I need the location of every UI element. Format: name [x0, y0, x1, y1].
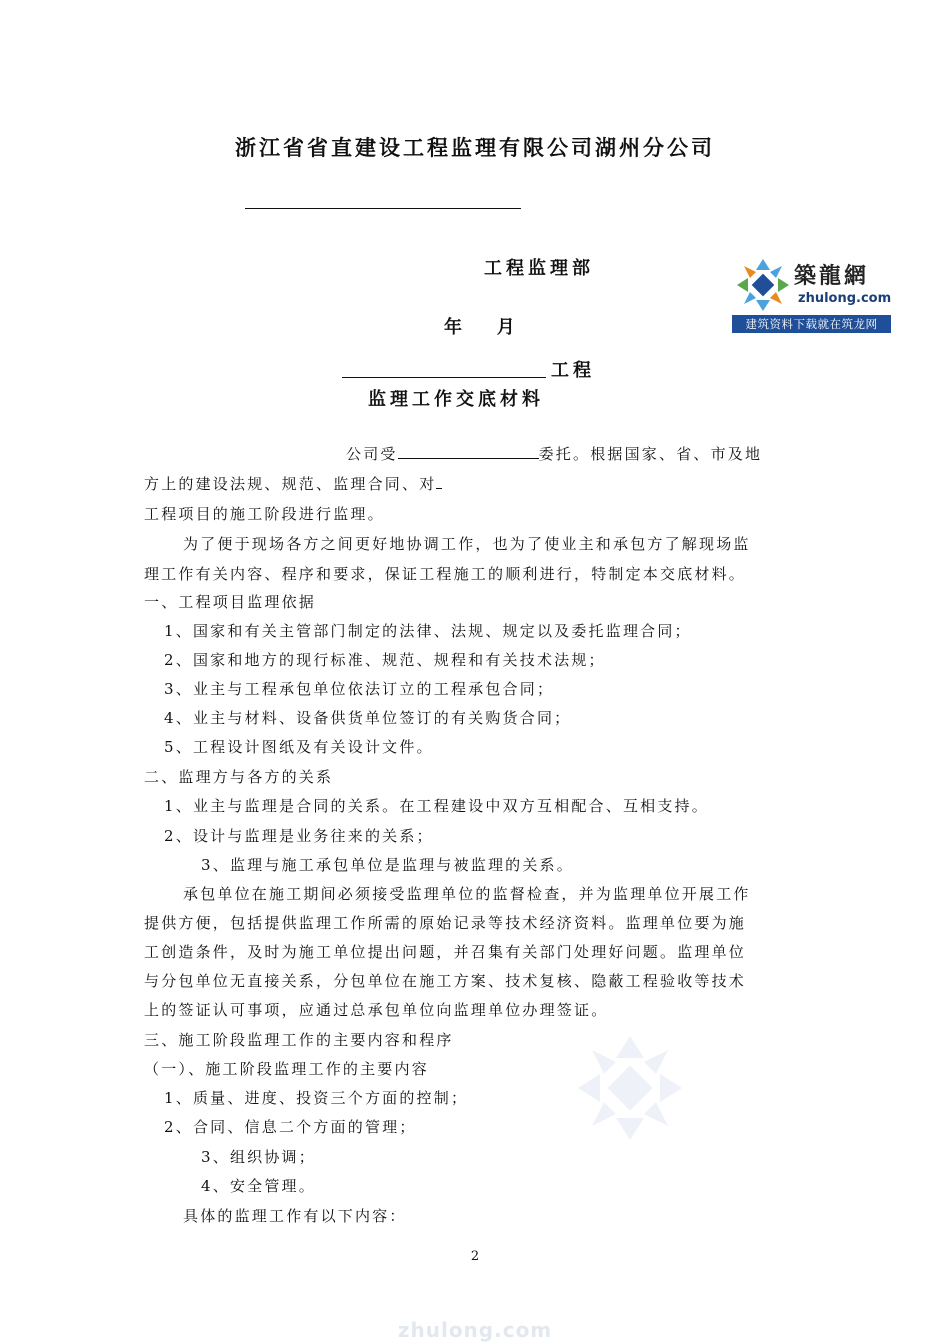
zhulong-logo	[732, 255, 891, 335]
section-3-sub: （一）、施工阶段监理工作的主要内容	[144, 1060, 429, 1078]
blank-line-project-name	[342, 377, 546, 378]
section-2-heading: 二、监理方与各方的关系	[144, 768, 334, 786]
list-item: 1、国家和有关主管部门制定的法律、法规、规定以及委托监理合同；	[164, 622, 692, 640]
intro-text-2: 方上的建设法规、规范、监理合同、对	[144, 475, 437, 493]
section-3-heading: 三、施工阶段监理工作的主要内容和程序	[144, 1031, 454, 1049]
logo-emblem-icon	[734, 256, 792, 314]
dept-title: 工程监理部	[484, 258, 594, 279]
company-title: 浙江省省直建设工程监理有限公司湖州分公司	[235, 136, 715, 160]
list-item: 1、业主与监理是合同的关系。在工程建设中双方互相配合、互相支持。	[164, 797, 709, 815]
section-1-heading: 一、工程项目监理依据	[144, 593, 317, 611]
list-item: 2、国家和地方的现行标准、规范、规程和有关技术法规；	[164, 651, 606, 669]
doc-title: 监理工作交底材料	[368, 389, 544, 410]
date-line: 年 月	[444, 317, 519, 338]
intro-line-1	[346, 443, 762, 464]
blank-line-project	[245, 208, 521, 209]
logo-panel	[732, 255, 891, 315]
list-item: 3、组织协调；	[201, 1148, 316, 1166]
logo-slogan: 建筑资料下载就在筑龙网	[732, 315, 891, 333]
list-item: 4、安全管理。	[201, 1177, 316, 1195]
list-item: 1、质量、进度、投资三个方面的控制；	[164, 1089, 469, 1107]
relation-para-line: 承包单位在施工期间必须接受监理单位的监督检查，并为监理单位开展工作	[183, 885, 751, 903]
purpose-line-1: 为了便于现场各方之间更好地协调工作，也为了使业主和承包方了解现场监	[183, 535, 751, 553]
intro-line-2	[144, 473, 442, 494]
intro-line-3: 工程项目的施工阶段进行监理。	[144, 505, 385, 523]
relation-para-line: 上的签证认可事项，应通过总承包单位向监理单位办理签证。	[144, 1001, 609, 1019]
purpose-line-2: 理工作有关内容、程序和要求，保证工程施工的顺利进行，特制定本交底材料。	[144, 565, 747, 583]
relation-para-line: 工创造条件，及时为施工单位提出问题，并召集有关部门处理好问题。监理单位	[144, 943, 747, 961]
list-item: 3、业主与工程承包单位依法订立的工程承包合同；	[164, 680, 555, 698]
list-item: 4、业主与材料、设备供货单位签订的有关购货合同；	[164, 709, 572, 727]
relation-para-line: 与分包单位无直接关系，分包单位在施工方案、技术复核、隐蔽工程验收等技术	[144, 972, 747, 990]
intro-pre: 公司受	[346, 445, 398, 463]
list-item: 5、工程设计图纸及有关设计文件。	[164, 738, 434, 756]
relation-para-line: 提供方便，包括提供监理工作所需的原始记录等技术经济资料。监理单位要为施	[144, 914, 747, 932]
list-item: 2、合同、信息二个方面的管理；	[164, 1118, 417, 1136]
page-number: 2	[470, 1249, 480, 1264]
logo-site: zhulong.com	[798, 291, 892, 306]
logo-cn-name: 築龍網	[794, 263, 870, 289]
intro-post: 委托。根据国家、省、市及地	[538, 445, 763, 463]
watermark-site: zhulong.com	[397, 1318, 553, 1342]
blank-client	[398, 458, 539, 459]
project-suffix: 工程	[551, 360, 595, 381]
section-3-tail: 具体的监理工作有以下内容：	[183, 1207, 407, 1225]
list-item: 2、设计与监理是业务往来的关系；	[164, 827, 434, 845]
list-item: 3、监理与施工承包单位是监理与被监理的关系。	[201, 856, 574, 874]
watermark-emblem-icon	[572, 1030, 688, 1146]
blank-project	[436, 488, 442, 489]
